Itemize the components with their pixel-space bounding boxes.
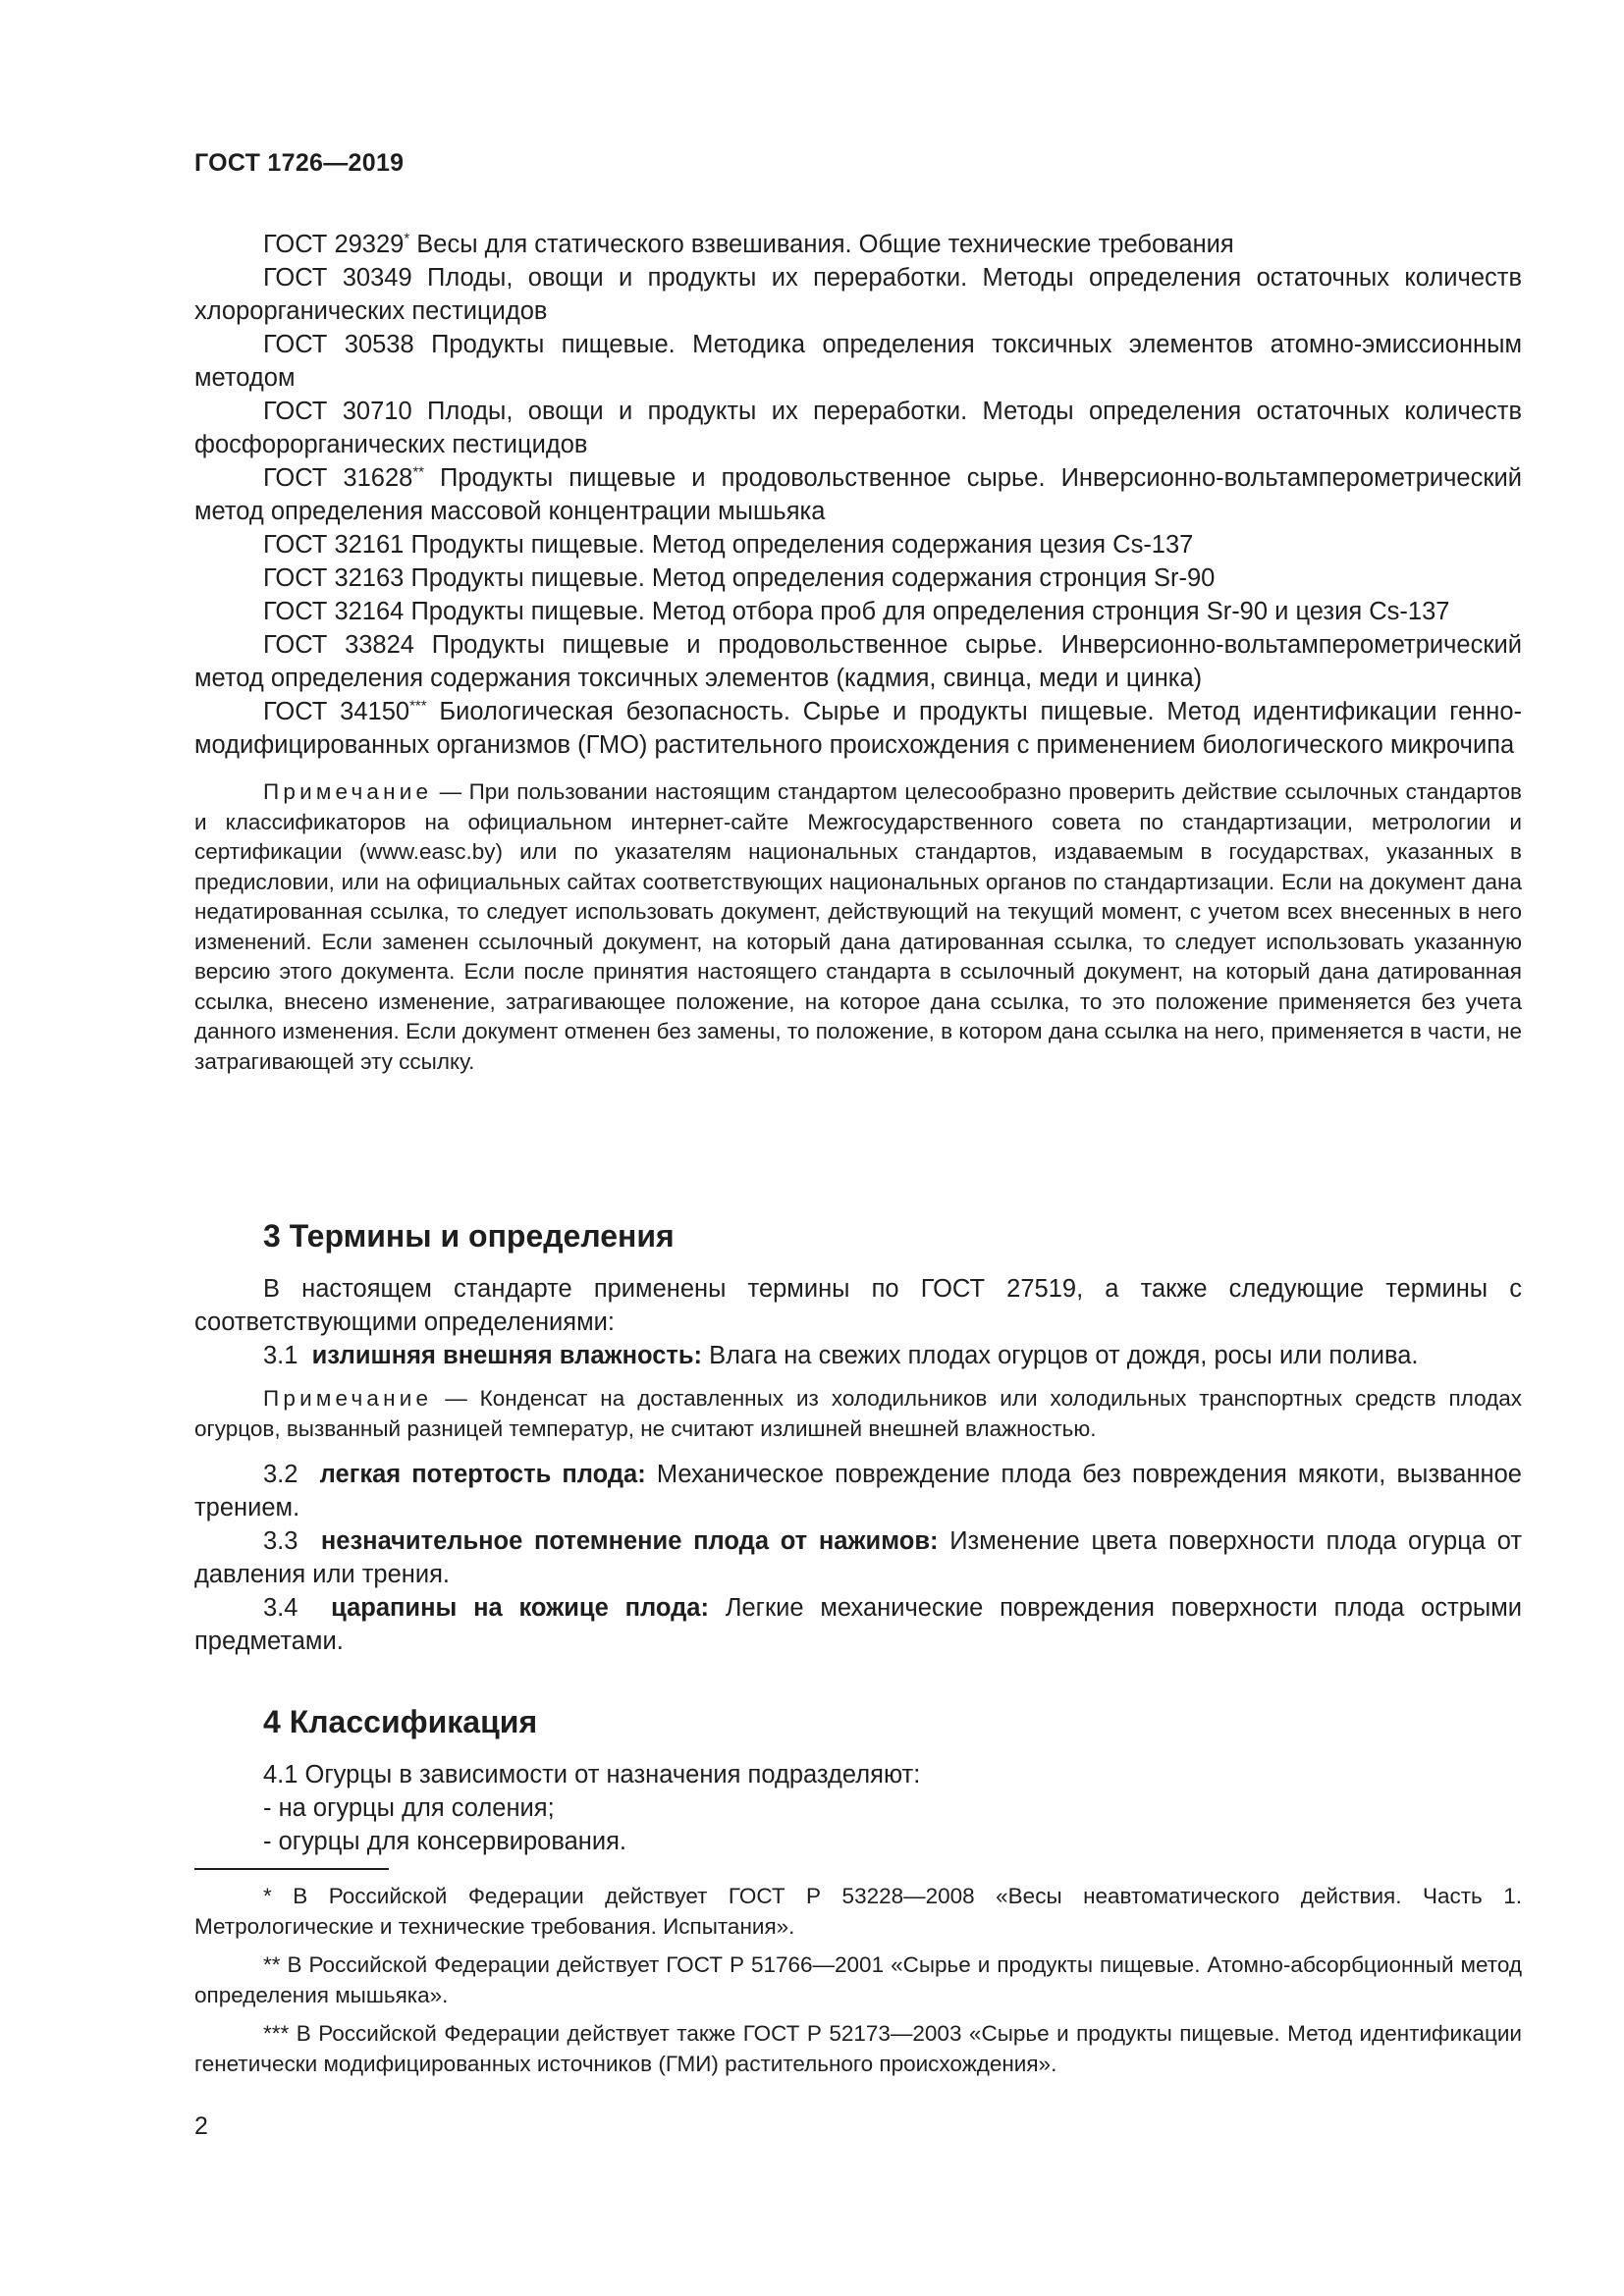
section-3	[194, 1219, 1522, 1658]
term-item: 3.1 излишняя внешняя влажность: Влага на свежих плодах огурцов от дождя, росы или полива.	[263, 1342, 1419, 1369]
term-item: 3.2 легкая потертость плода: Механическое повреждение плода без повреждения мякоти, вызванное трением.	[194, 1461, 1522, 1522]
note-label: Примечание	[263, 779, 433, 804]
reference-item: ГОСТ 32164 Продукты пищевые. Метод отбора проб для определения стронция Sr-90 и цезия Cs-137	[263, 598, 1450, 625]
footnote-item: *** В Российской Федерации действует также ГОСТ Р 52173—2003 «Сырье и продукты пищевые. Метод идентификации генетически модифицированных источников (ГМИ) растительного происхождения».	[194, 2021, 1522, 2076]
footnote-divider	[194, 1868, 389, 1870]
footnote-item: ** В Российской Федерации действует ГОСТ Р 51766—2001 «Сырье и продукты пищевые. Атомно-абсорбционный метод определения мышьяка».	[194, 1952, 1522, 2007]
note-label: Примечание	[263, 1386, 433, 1411]
list-item: - огурцы для консервирования.	[263, 1828, 627, 1855]
section-4	[194, 1705, 1522, 1858]
term-note: Примечание — Конденсат на доставленных из холодильников или холодильных транспортных средств плодах огурцов, вызванный разницей температур, не считают излишней внешней влажностью.	[194, 1386, 1522, 1441]
reference-item: ГОСТ 32163 Продукты пищевые. Метод определения содержания стронция Sr-90	[263, 564, 1216, 592]
reference-item: ГОСТ 31628** Продукты пищевые и продовольственное сырье. Инверсионно-вольтамперометрический метод определения массовой концентрации мышьяка	[194, 463, 1522, 525]
term-item: 3.3 незначительное потемнение плода от нажимов: Изменение цвета поверхности плода огурца от давления или трения.	[194, 1527, 1522, 1588]
footnote-item: * В Российской Федерации действует ГОСТ Р 53228—2008 «Весы неавтоматического действия. Часть 1. Метрологические и технические требования. Испытания».	[194, 1884, 1522, 1939]
reference-item: ГОСТ 33824 Продукты пищевые и продовольственное сырье. Инверсионно-вольтамперометрический метод определения содержания токсичных элементов (кадмия, свинца, меди и цинка)	[194, 631, 1522, 692]
list-item: - на огурцы для соления;	[263, 1794, 555, 1822]
section-4-intro: 4.1 Огурцы в зависимости от назначения подразделяют:	[263, 1761, 921, 1789]
reference-item: ГОСТ 34150*** Биологическая безопасность. Сырье и продукты пищевые. Метод идентификации генно-модифицированных организмов (ГМО) растительного происхождения с применением биологического микрочипа	[194, 697, 1523, 759]
section-4-title: 4 Классификация	[263, 1704, 538, 1739]
section-3-title: 3 Термины и определения	[263, 1218, 675, 1254]
reference-item: ГОСТ 32161 Продукты пищевые. Метод определения содержания цезия Cs-137	[263, 531, 1194, 559]
references-note: Примечание — При пользовании настоящим стандартом целесообразно проверить действие ссылочных стандартов и классификаторов на официальном интернет-сайте Межгосударственного совета по стандартизации, метрологии и сертификации (www.easc.by) или по указателям национальных стандартов, издаваемым в государствах, указанных в предисловии, или на официальных сайтах соответствующих национальных органов по стандартизации. Если на документ дана недатированная ссылка, то следует использовать документ, действующий на текущий момент, с учетом всех внесенных в него изменений. Если заменен ссылочный документ, на который дана датированная ссылка, то следует использовать указанную версию этого документа. Если после принятия настоящего стандарта в ссылочный документ, на который дана датированная ссылка, внесено изменение, затрагивающее положение, на которое дана ссылка, то это положение применяется без учета данного изменения. Если документ отменен без замены, то положение, в котором дана ссылка на него, применяется в части, не затрагивающей эту ссылку.	[194, 779, 1522, 1074]
references-list	[194, 228, 1522, 1077]
page-number: 2	[194, 2112, 208, 2140]
reference-item: ГОСТ 29329* Весы для статического взвешивания. Общие технические требования	[263, 230, 1234, 258]
section-3-intro: В настоящем стандарте применены термины по ГОСТ 27519, а также следующие термины с соответствующими определениями:	[194, 1275, 1522, 1336]
reference-item: ГОСТ 30710 Плоды, овощи и продукты их переработки. Методы определения остаточных количеств фосфорорганических пестицидов	[194, 398, 1522, 458]
term-item: 3.4 царапины на кожице плода: Легкие механические повреждения поверхности плода острыми предметами.	[194, 1594, 1523, 1655]
reference-item: ГОСТ 30538 Продукты пищевые. Методика определения токсичных элементов атомно-эмиссионным методом	[194, 331, 1522, 392]
reference-item: ГОСТ 30349 Плоды, овощи и продукты их переработки. Методы определения остаточных количеств хлорорганических пестицидов	[194, 264, 1522, 325]
document-header: ГОСТ 1726—2019	[194, 149, 405, 177]
footnotes	[194, 1881, 1522, 2079]
